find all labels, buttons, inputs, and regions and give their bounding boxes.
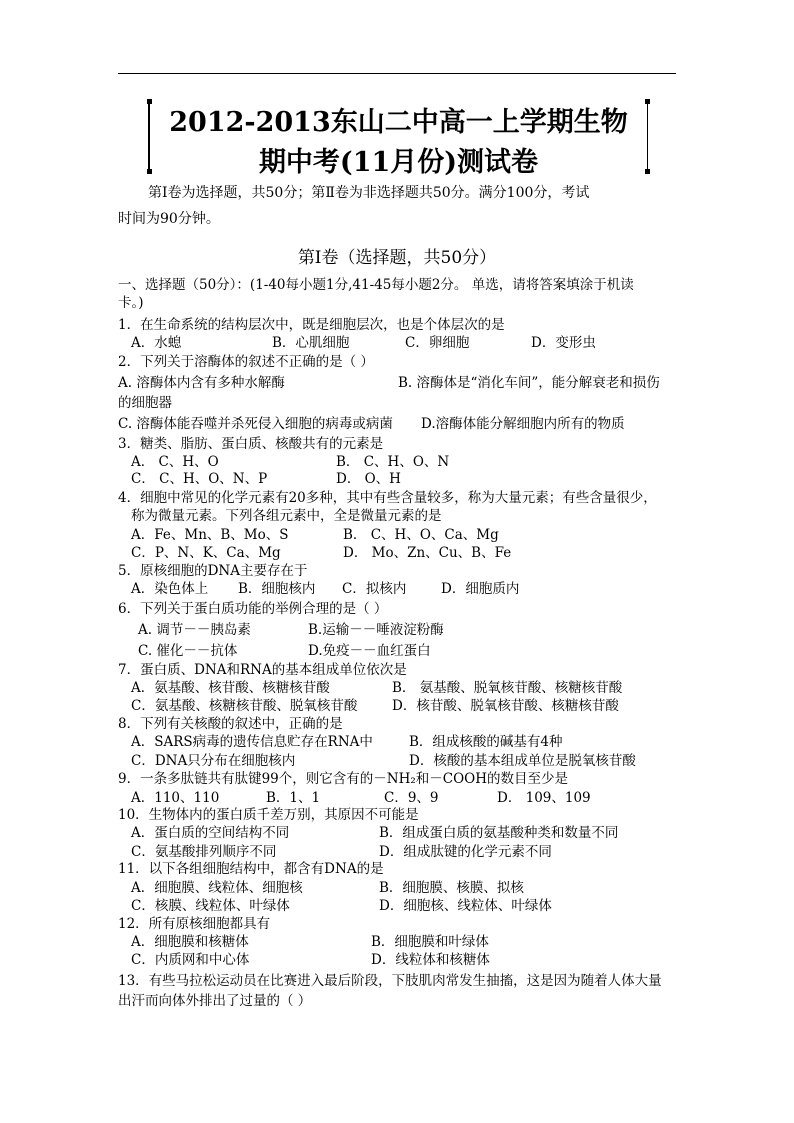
question-stem: 7．蛋白质、DNA和RNA的基本组成单位依次是 — [118, 662, 407, 678]
question-stem: 13．有些马拉松运动员在比赛进入最后阶段，下肢肌肉常发生抽搐，这是因为随着人体大量 — [118, 973, 662, 989]
answer-option: C．P、N、K、Ca、Mg — [131, 545, 281, 561]
answer-option: D． 109、109 — [497, 790, 591, 806]
answer-option: B.运输－－唾液淀粉酶 — [308, 622, 444, 638]
title-line-1: 2012-2013东山二中高一上学期生物 — [169, 107, 628, 138]
answer-option: A．细胞膜、线粒体、细胞核 — [131, 880, 303, 896]
answer-option: D．核苷酸、脱氧核苷酸、核糖核苷酸 — [392, 698, 619, 714]
answer-option: B．细胞膜、核膜、拟核 — [379, 880, 524, 896]
answer-option: D． O、H — [336, 471, 401, 487]
answer-option: B．组成蛋白质的氨基酸种类和数量不同 — [379, 825, 619, 841]
answer-option: D.溶酶体能分解细胞内所有的物质 — [421, 416, 625, 432]
question-stem: 3．糖类、脂肪、蛋白质、核酸共有的元素是 — [118, 436, 384, 452]
answer-option: A. 溶酶体内含有多种水解酶 — [118, 375, 285, 391]
answer-option: A．SARS病毒的遗传信息贮存在RNA中 — [131, 734, 373, 750]
question-stem: 称为微量元素。下列各组元素中，全是微量元素的是 — [131, 508, 442, 524]
answer-option: C．氨基酸、核糖核苷酸、脱氧核苷酸 — [131, 698, 358, 714]
instructions-line-1: 一、选择题（50分）：(1-40每小题1分,41-45每小题2分。 单选，请将答案填涂于机读 — [118, 277, 634, 293]
answer-option: C．内质网和中心体 — [131, 952, 250, 968]
answer-option: C．拟核内 — [342, 581, 407, 597]
answer-option: C．氨基酸排列顺序不同 — [131, 844, 277, 860]
answer-option: D． Mo、Zn、Cu、B、Fe — [343, 545, 512, 561]
answer-option: B． 氨基酸、脱氧核苷酸、核糖核苷酸 — [392, 680, 623, 696]
question-stem: 1．在生命系统的结构层次中，既是细胞层次，也是个体层次的是 — [118, 317, 505, 333]
answer-option: C. 催化－－抗体 — [138, 643, 238, 659]
answer-option: C． C、H、O、N、P — [131, 471, 268, 487]
answer-option: C．卵细胞 — [405, 335, 470, 351]
answer-option: C．DNA只分布在细胞核内 — [131, 753, 296, 769]
question-stem: 4．细胞中常见的化学元素有20多种，其中有些含量较多，称为大量元素；有些含量很少， — [118, 490, 657, 506]
question-stem: 出汗而向体外排出了过量的（ ） — [118, 993, 312, 1009]
answer-option: B. 溶酶体是“消化车间”，能分解衰老和损伤 — [398, 375, 660, 391]
question-stem: 2．下列关于溶酶体的叙述不正确的是（ ） — [118, 354, 374, 370]
question-stem: 11．以下各组细胞结构中，都含有DNA的是 — [118, 861, 384, 877]
question-stem: 6．下列关于蛋白质功能的举例合理的是（ ） — [118, 601, 388, 617]
answer-option: A. 调节－－胰岛素 — [138, 622, 251, 638]
question-stem: 10．生物体内的蛋白质千差万别，其原因不可能是 — [118, 807, 419, 823]
answer-option: D．线粒体和核糖体 — [371, 952, 490, 968]
question-stem: 9．一条多肽链共有肽键99个，则它含有的－NH₂和－COOH的数目至少是 — [118, 771, 569, 787]
intro-line-2: 时间为90分钟。 — [118, 211, 220, 227]
answer-option: B． C、H、O、N — [336, 454, 450, 470]
answer-option: A．细胞膜和核糖体 — [131, 934, 249, 950]
answer-option: A．Fe、Mn、B、Mo、S — [131, 527, 289, 543]
answer-option: A．染色体上 — [131, 581, 209, 597]
answer-option: D.免疫－－血红蛋白 — [308, 643, 431, 659]
answer-option: D．细胞核、线粒体、叶绿体 — [379, 898, 552, 914]
answer-option: B．心肌细胞 — [272, 335, 350, 351]
answer-option: D．变形虫 — [531, 335, 596, 351]
answer-option: A．氨基酸、核苷酸、核糖核苷酸 — [131, 680, 330, 696]
answer-option: A．110、110 — [131, 790, 220, 806]
title-line-2: 期中考(11月份)测试卷 — [258, 147, 539, 178]
answer-option: D．组成肽键的化学元素不同 — [379, 844, 552, 860]
section-title: 第Ⅰ卷（选择题，共50分） — [297, 248, 497, 268]
question-stem: 12．所有原核细胞都具有 — [118, 916, 271, 932]
header-rule — [118, 73, 676, 74]
question-stem: 8．下列有关核酸的叙述中，正确的是 — [118, 716, 343, 732]
answer-option: C．核膜、线粒体、叶绿体 — [131, 898, 290, 914]
answer-option: 的细胞器 — [118, 395, 172, 411]
answer-option: D．细胞质内 — [441, 581, 520, 597]
answer-option: A． C、H、O — [131, 454, 219, 470]
answer-option: A．蛋白质的空间结构不同 — [131, 825, 290, 841]
answer-option: B．细胞核内 — [238, 581, 316, 597]
answer-option: A．水螅 — [131, 335, 182, 351]
intro-line-1: 第Ⅰ卷为选择题，共50分；第Ⅱ卷为非选择题共50分。满分100分，考试 — [148, 185, 590, 201]
question-stem: 5．原核细胞的DNA主要存在于 — [118, 563, 308, 579]
title-box — [148, 100, 648, 178]
answer-option: D．核酸的基本组成单位是脱氧核苷酸 — [409, 753, 636, 769]
answer-option: B．细胞膜和叶绿体 — [371, 934, 489, 950]
answer-option: C. 溶酶体能吞噬并杀死侵入细胞的病毒或病菌 — [118, 416, 393, 432]
answer-option: C．9、9 — [384, 790, 439, 806]
answer-option: B．组成核酸的碱基有4种 — [409, 734, 563, 750]
answer-option: B．1、1 — [266, 790, 321, 806]
instructions-line-2: 卡。) — [118, 295, 144, 311]
answer-option: B． C、H、O、Ca、Mg — [343, 527, 499, 543]
